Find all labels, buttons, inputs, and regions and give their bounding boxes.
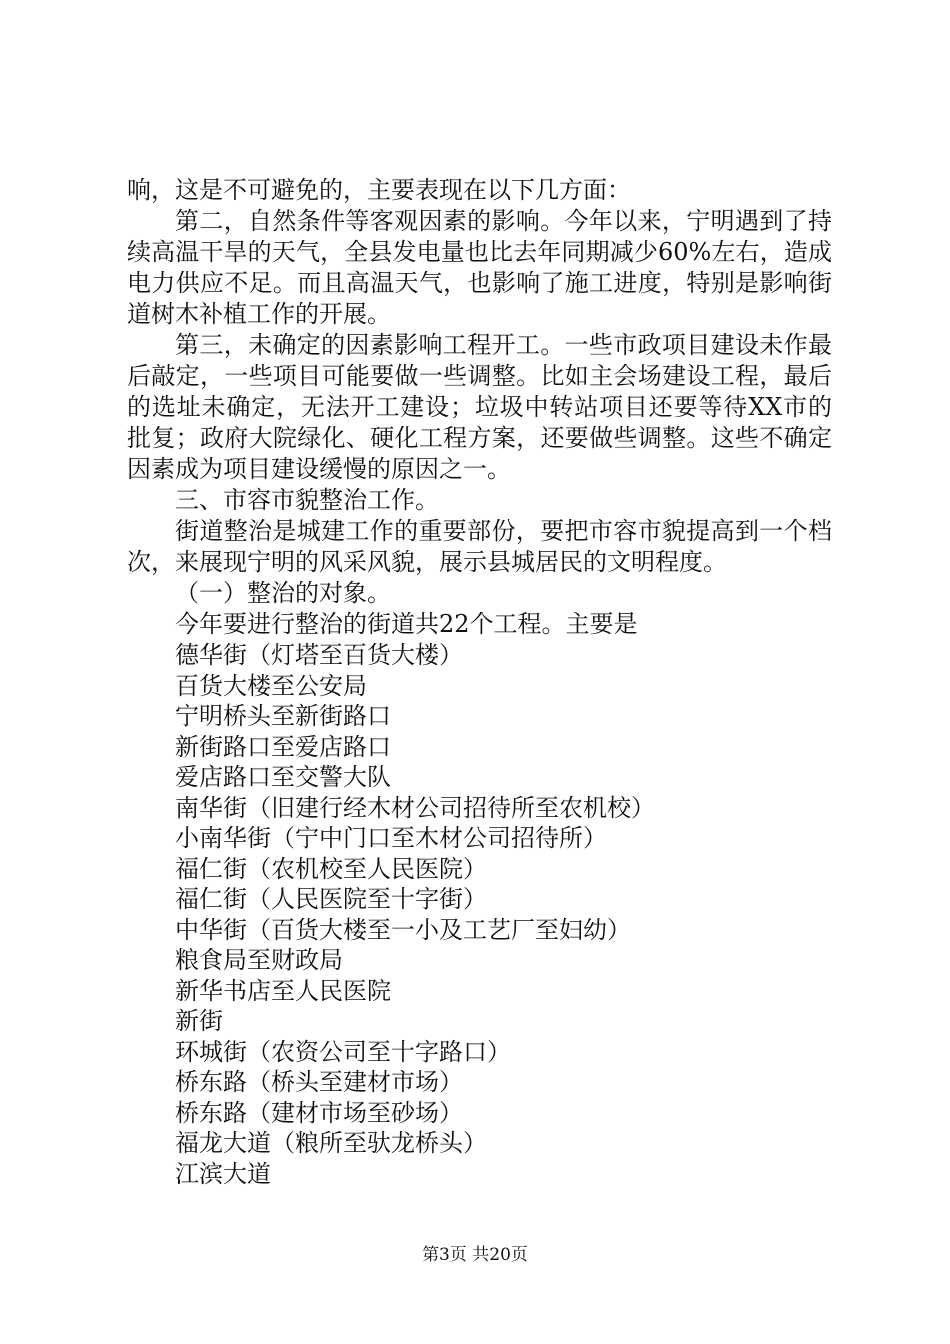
list-item: 粮食局至财政局 (175, 946, 343, 974)
list-item: 江滨大道 (175, 1159, 271, 1188)
paragraph: 响，这是不可避免的，主要表现在以下几方面： (127, 176, 631, 204)
list-item: 新街路口至爱店路口 (175, 732, 391, 761)
list-item: 爱店路口至交警大队 (175, 763, 391, 791)
section-heading: 三、市容市貌整治工作。 (175, 486, 439, 514)
list-item: 中华街（百货大楼至一小及工艺厂至妇幼） (175, 915, 631, 944)
list-item: 桥东路（桥头至建材市场） (175, 1068, 463, 1096)
list-item: 环城街（农资公司至十字路口） (175, 1037, 511, 1066)
page-footer (0, 1244, 950, 1266)
document-body (127, 175, 832, 1189)
list-item: 福仁街（人民医院至十字街） (175, 885, 487, 913)
list-item: 德华街（灯塔至百货大楼） (175, 641, 463, 669)
list-item: 新华书店至人民医院 (175, 976, 391, 1005)
street-list (127, 640, 832, 1189)
list-item: 宁明桥头至新街路口 (175, 702, 391, 730)
paragraph: 第二，自然条件等客观因素的影响。今年以来，宁明遇到了持续高温干旱的天气，全县发电量也比去年同期减少60%左右，造成电力供应不足。而且高温天气，也影响了施工进度，特别是影响街道树木补植工作的开展。 (127, 207, 832, 328)
paragraph: 第三，未确定的因素影响工程开工。一些市政项目建设未作最后敲定，一些项目可能要做一些调整。比如主会场建设工程，最后的选址未确定，无法开工建设；垃圾中转站项目还要等待XX市的批复；政府大院绿化、硬化工程方案，还要做些调整。这些不确定因素成为项目建设缓慢的原因之一。 (127, 331, 832, 483)
list-item: 桥东路（建材市场至砂场） (175, 1098, 463, 1127)
list-item: 小南华街（宁中门口至木材公司招待所） (175, 824, 607, 852)
paragraph: 街道整治是城建工作的重要部份，要把市容市貌提高到一个档次，来展现宁明的风采风貌，展示县城居民的文明程度。 (127, 517, 832, 576)
list-item: 新街 (175, 1007, 223, 1035)
list-item: 福仁街（农机校至人民医院） (175, 854, 487, 883)
list-item: 南华街（旧建行经木材公司招待所至农机校） (175, 793, 655, 822)
subsection-heading: （一）整治的对象。 (175, 579, 391, 607)
paragraph: 今年要进行整治的街道共22个工程。主要是 (175, 610, 638, 638)
page-number: 第3页 共20页 (422, 1245, 528, 1265)
list-item: 福龙大道（粮所至驮龙桥头） (175, 1129, 487, 1157)
list-item: 百货大楼至公安局 (175, 671, 367, 700)
